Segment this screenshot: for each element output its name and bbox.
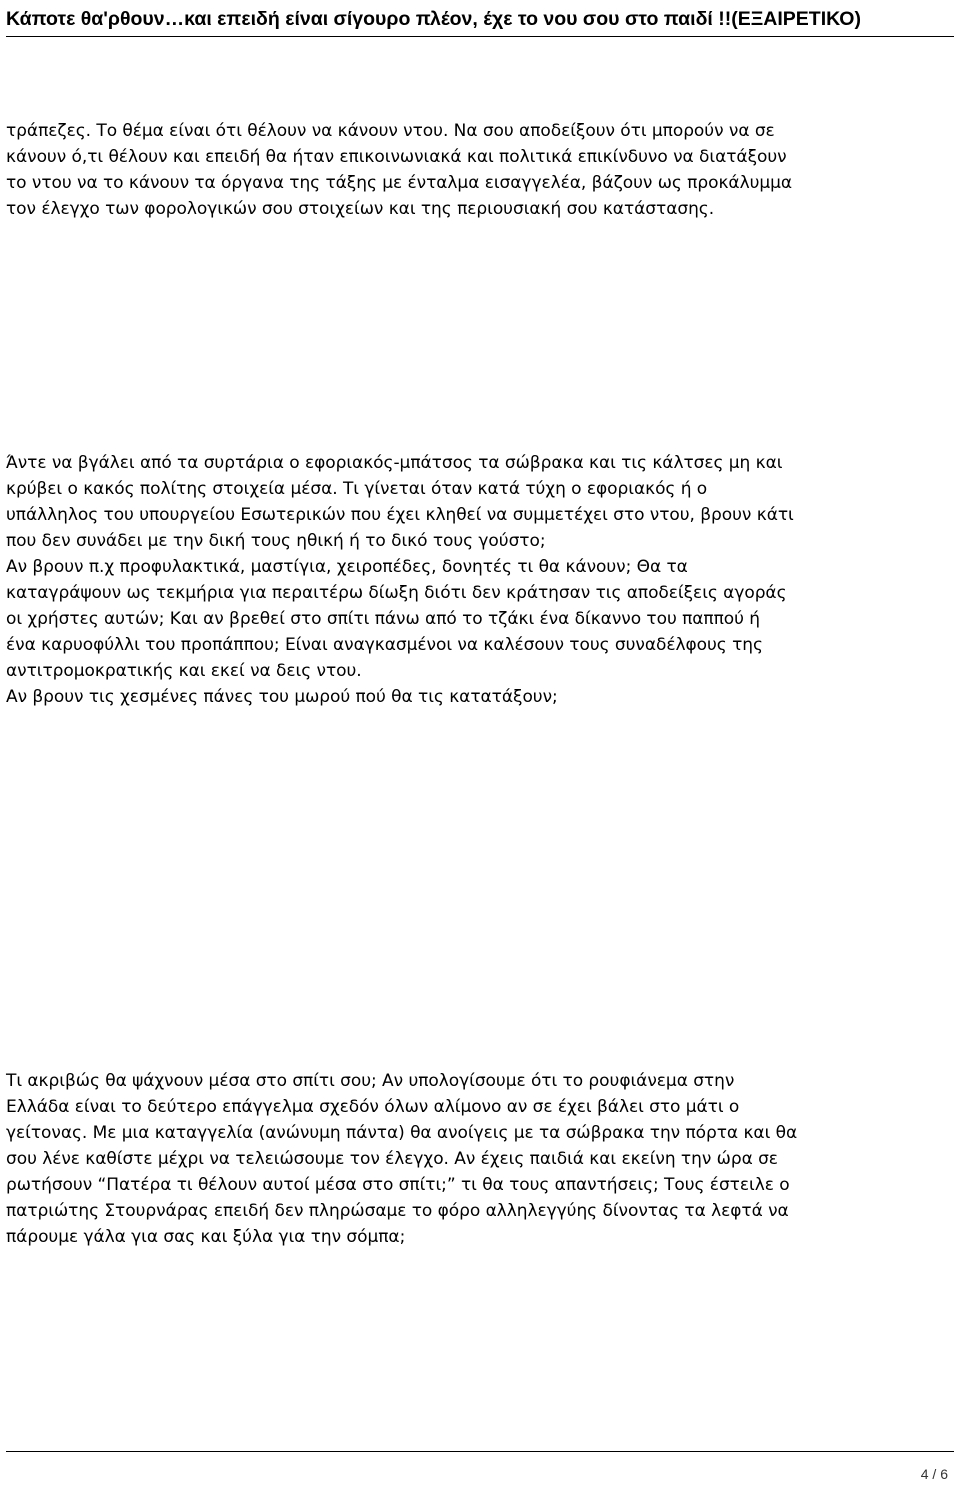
page-title: Κάποτε θα'ρθουν…και επειδή είναι σίγουρο πλέον, έχε το νου σου στο παιδί !!(ΕΞΑΙΡΕΤΙΚΟ) bbox=[6, 8, 861, 30]
footer-divider bbox=[6, 1451, 954, 1452]
text-line: ρωτήσουν “Πατέρα τι θέλουν αυτοί μέσα στο σπίτι;” τι θα τους απαντήσεις; Τους έστειλε ο bbox=[6, 1175, 790, 1195]
text-line: πάρουμε γάλα για σας και ξύλα για την σόμπα; bbox=[6, 1227, 406, 1247]
header-divider bbox=[6, 36, 954, 37]
text-line: πατριώτης Στουρνάρας επειδή δεν πληρώσαμε το φόρο αλληλεγγύης δίνοντας τα λεφτά να bbox=[6, 1201, 789, 1221]
text-line: Αν βρουν τις χεσμένες πάνες του μωρού πού θα τις κατατάξουν; bbox=[6, 687, 558, 707]
paragraph-3 bbox=[6, 1068, 954, 1250]
text-line: σου λένε καθίστε μέχρι να τελειώσουμε τον έλεγχο. Αν έχεις παιδιά και εκείνη την ώρα σε bbox=[6, 1149, 778, 1169]
text-line: τράπεζες. Το θέμα είναι ότι θέλουν να κάνουν ντου. Να σου αποδείξουν ότι μπορούν να σε bbox=[6, 121, 775, 141]
text-line: το ντου να το κάνουν τα όργανα της τάξης με ένταλμα εισαγγελέα, βάζουν ως προκάλυμμα bbox=[6, 173, 793, 193]
text-line: Τι ακριβώς θα ψάχνουν μέσα στο σπίτι σου; Αν υπολογίσουμε ότι το ρουφιάνεμα στην bbox=[6, 1071, 735, 1091]
text-line: Αν βρουν π.χ προφυλακτικά, μαστίγια, χειροπέδες, δονητές τι θα κάνουν; Θα τα bbox=[6, 557, 688, 577]
text-line: ένα καρυοφύλλι του προπάππου; Είναι αναγκασμένοι να καλέσουν τους συναδέλφους της bbox=[6, 635, 763, 655]
text-line: Άντε να βγάλει από τα συρτάρια ο εφοριακός-μπάτσος τα σώβρακα και τις κάλτσες μη και bbox=[6, 453, 783, 473]
text-line: αντιτρομοκρατικής και εκεί να δεις ντου. bbox=[6, 661, 362, 681]
text-line: Ελλάδα είναι το δεύτερο επάγγελμα σχεδόν όλων αλίμονο αν σε έχει βάλει στο μάτι ο bbox=[6, 1097, 740, 1117]
text-line: καταγράψουν ως τεκμήρια για περαιτέρω δίωξη διότι δεν κράτησαν τις αποδείξεις αγοράς bbox=[6, 583, 787, 603]
text-line: γείτονας. Με μια καταγγελία (ανώνυμη πάντα) θα ανοίγεις με τα σώβρακα την πόρτα και θα bbox=[6, 1123, 798, 1143]
page-number: 4 / 6 bbox=[920, 1466, 948, 1482]
text-line: που δεν συνάδει με την δική τους ηθική ή το δικό τους γούστο; bbox=[6, 531, 546, 551]
text-line: υπάλληλος του υπουργείου Εσωτερικών που έχει κληθεί να συμμετέχει στο ντου, βρουν κάτι bbox=[6, 505, 794, 525]
text-line: κρύβει ο κακός πολίτης στοιχεία μέσα. Τι γίνεται όταν κατά τύχη ο εφοριακός ή ο bbox=[6, 479, 708, 499]
text-line: κάνουν ό,τι θέλουν και επειδή θα ήταν επικοινωνιακά και πολιτικά επικίνδυνο να διατάξουν bbox=[6, 147, 787, 167]
paragraph-1 bbox=[6, 118, 954, 222]
text-line: οι χρήστες αυτών; Και αν βρεθεί στο σπίτι πάνω από το τζάκι ένα δίκαννο του παππού ή bbox=[6, 609, 761, 629]
text-line: τον έλεγχο των φορολογικών σου στοιχείων και της περιουσιακή σου κατάστασης. bbox=[6, 199, 715, 219]
paragraph-2 bbox=[6, 450, 954, 710]
